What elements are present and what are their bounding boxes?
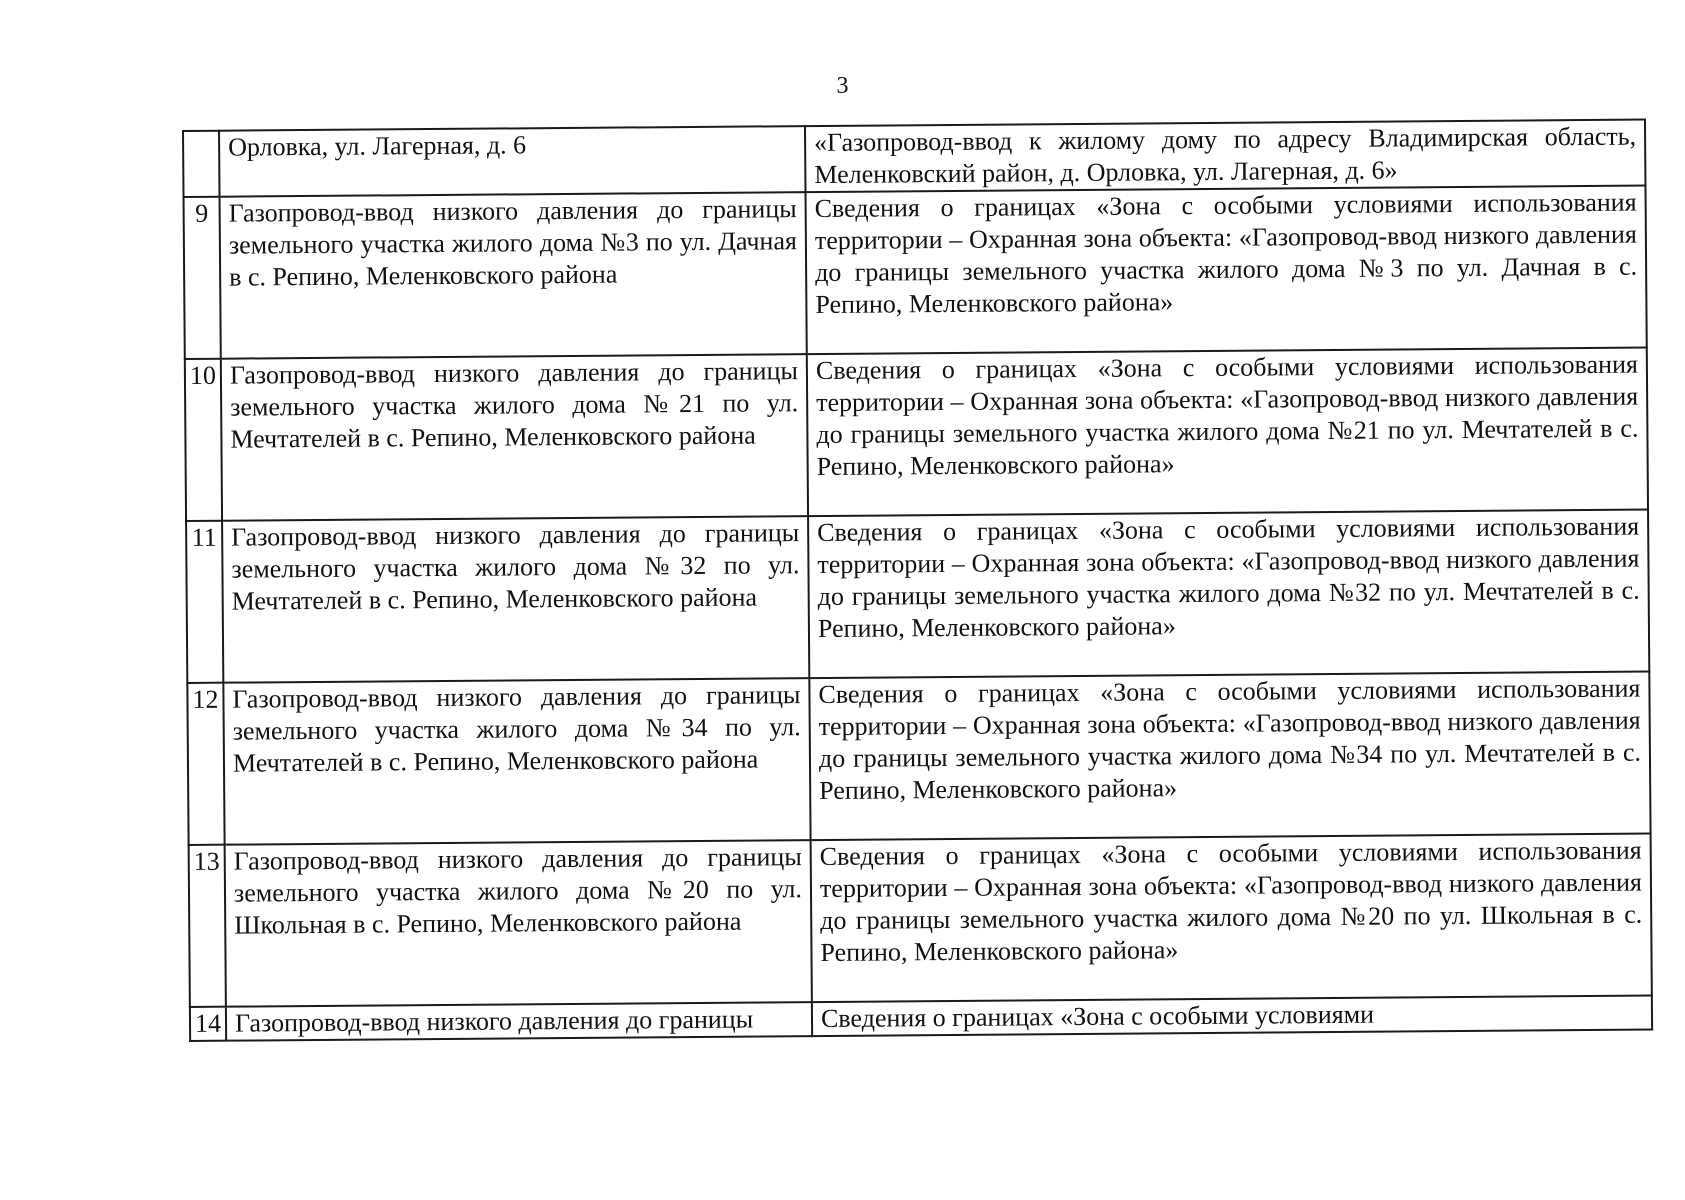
object-description: Сведения о границах «Зона с особыми условиями использования территории – Охранная зона объекта: «Газопровод-ввод низкого давления до границы земельного участка жилого дома №3 по ул. Дачная в с. Репино, Меленковского района»: [806, 186, 1647, 355]
object-description: Сведения о границах «Зона с особыми условиями использования территории – Охранная зона объекта: «Газопровод-ввод низкого давления до границы земельного участка жилого дома №32 по ул. Мечтателей в с. Репино, Меленковского района»: [808, 509, 1649, 678]
object-name: Газопровод-ввод низкого давления до границы: [226, 1002, 812, 1041]
row-number: 11: [186, 521, 223, 683]
row-number: 10: [185, 359, 222, 521]
object-description: «Газопровод-ввод к жилому дому по адресу Владимирская область, Меленковский район, д. Орловка, ул. Лагерная, д. 6»: [805, 120, 1645, 193]
object-name: Газопровод-ввод низкого давления до границы земельного участка жилого дома №32 по ул. Мечтателей в с. Репино, Меленковского района: [222, 516, 809, 683]
row-number: [183, 131, 220, 197]
row-number: 13: [189, 845, 226, 1007]
object-description: Сведения о границах «Зона с особыми условиями использования территории – Охранная зона объекта: «Газопровод-ввод низкого давления до границы земельного участка жилого дома №21 по ул. Мечтателей в с. Репино, Меленковского района»: [807, 348, 1648, 517]
table-row: [187, 671, 1650, 844]
row-number: 12: [187, 683, 224, 845]
object-name: Газопровод-ввод низкого давления до границы земельного участка жилого дома №34 по ул. Мечтателей в с. Репино, Меленковского района: [223, 678, 810, 845]
table-row: [186, 509, 1649, 682]
object-name: Газопровод-ввод низкого давления до границы земельного участка жилого дома №3 по ул. Дачная в с. Репино, Меленковского района: [220, 192, 807, 359]
table-row: [189, 833, 1652, 1006]
table-row: [184, 186, 1647, 359]
table-row: [183, 120, 1645, 197]
row-number: 14: [190, 1007, 226, 1041]
object-name: Орловка, ул. Лагерная, д. 6: [219, 126, 806, 197]
object-name: Газопровод-ввод низкого давления до границы земельного участка жилого дома №21 по ул. Мечтателей в с. Репино, Меленковского района: [221, 354, 808, 521]
object-description: Сведения о границах «Зона с особыми условиями использования территории – Охранная зона объекта: «Газопровод-ввод низкого давления до границы земельного участка жилого дома №20 по ул. Школьная в с. Репино, Меленковского района»: [811, 833, 1652, 1002]
object-description: Сведения о границах «Зона с особыми условиями: [812, 995, 1652, 1036]
row-number: 9: [184, 197, 221, 359]
object-name: Газопровод-ввод низкого давления до границы земельного участка жилого дома №20 по ул. Школьная в с. Репино, Меленковского района: [225, 840, 812, 1007]
table-row: [185, 348, 1648, 521]
object-description: Сведения о границах «Зона с особыми условиями использования территории – Охранная зона объекта: «Газопровод-ввод низкого давления до границы земельного участка жилого дома №34 по ул. Мечтателей в с. Репино, Меленковского района»: [809, 671, 1650, 840]
objects-table: [182, 119, 1653, 1042]
page-number: 3: [836, 73, 849, 99]
